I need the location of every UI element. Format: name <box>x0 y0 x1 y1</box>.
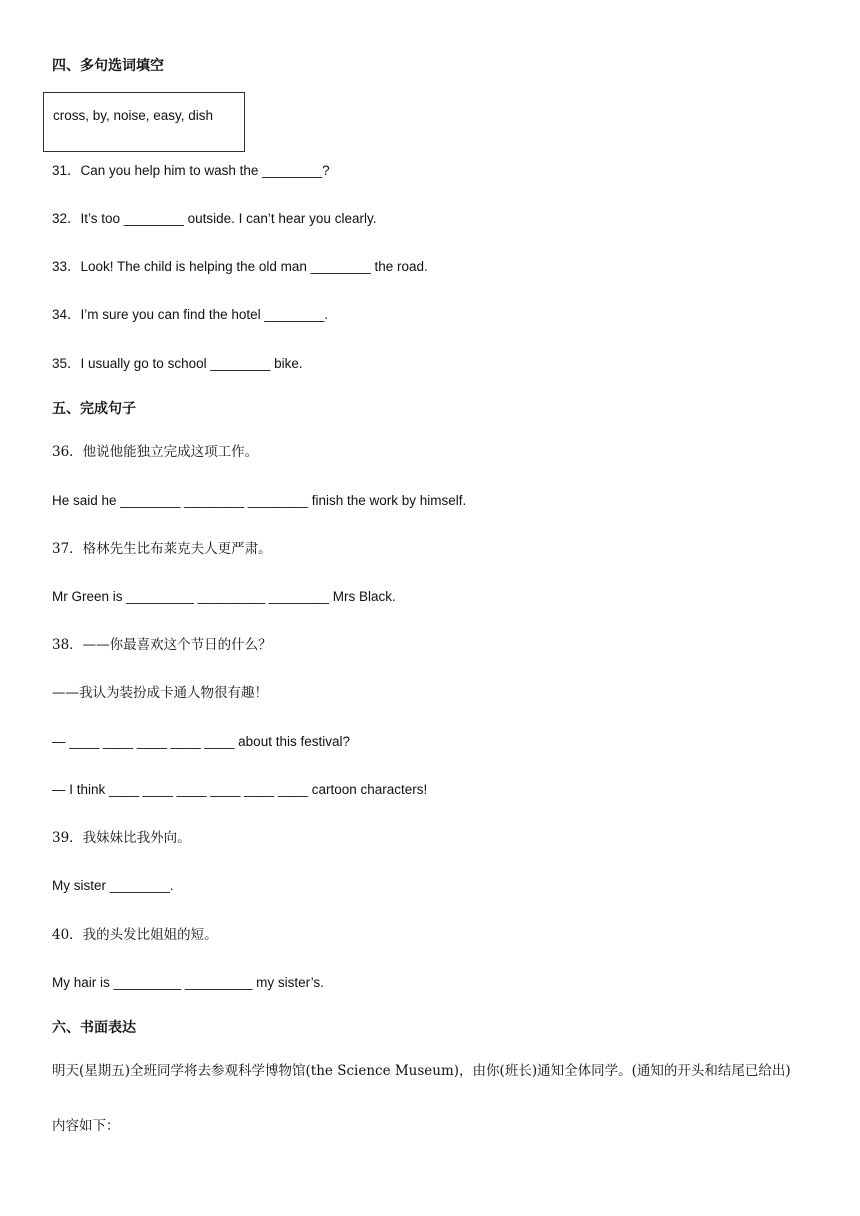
question-35: 35．I usually go to school ________ bike. <box>52 356 303 371</box>
content-label: 内容如下： <box>52 1118 120 1134</box>
item-40-zh: 40．我的头发比姐姐的短。 <box>52 927 218 943</box>
question-31: 31．Can you help him to wash the ________? <box>52 163 330 178</box>
item-38-en-1: — ____ ____ ____ ____ ____ about this festival? <box>52 734 350 749</box>
item-38-zh-2: ——我认为装扮成卡通人物很有趣！ <box>52 685 268 701</box>
word-box-text: cross, by, noise, easy, dish <box>53 108 214 123</box>
word-box <box>43 92 245 152</box>
item-37-en: Mr Green is _________ _________ ________ Mrs Black. <box>52 589 396 604</box>
writing-prompt: 明天(星期五)全班同学将去参观科学博物馆(the Science Museum)，由你(班长)通知全体同学。(通知的开头和结尾已给出) <box>52 1063 791 1079</box>
item-37-zh: 37．格林先生比布莱克夫人更严肃。 <box>52 541 272 557</box>
item-36-zh: 36．他说他能独立完成这项工作。 <box>52 444 259 460</box>
section4-heading: 四、多句选词填空 <box>52 57 164 73</box>
question-34: 34．I’m sure you can find the hotel ________. <box>52 307 329 322</box>
question-33: 33．Look! The child is helping the old man ________ the road. <box>52 259 428 274</box>
item-39-en: My sister ________. <box>52 878 174 893</box>
item-40-en: My hair is _________ _________ my sister’s. <box>52 975 324 990</box>
item-38-en-2: — I think ____ ____ ____ ____ ____ ____ cartoon characters! <box>52 782 428 797</box>
item-36-en: He said he ________ ________ ________ finish the work by himself. <box>52 493 467 508</box>
item-39-zh: 39．我妹妹比我外向。 <box>52 830 191 846</box>
item-38-zh-1: 38．——你最喜欢这个节日的什么？ <box>52 637 272 653</box>
section6-heading: 六、书面表达 <box>52 1019 136 1035</box>
section5-heading: 五、完成句子 <box>52 400 136 416</box>
question-32: 32．It’s too ________ outside. I can’t hear you clearly. <box>52 211 377 226</box>
